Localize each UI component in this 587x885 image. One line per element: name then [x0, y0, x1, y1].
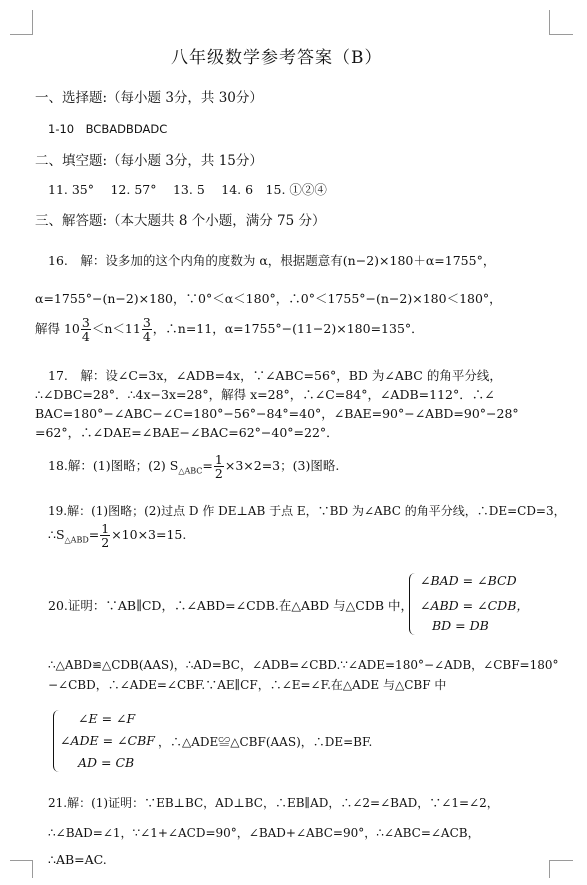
- crop-mark-top-right-v: [549, 10, 550, 34]
- q16-line3-mid: ＜n＜11: [91, 321, 141, 336]
- choice-answers: 1-10 BCBADBDADC: [48, 122, 168, 136]
- q19-line2: $\therefore S_{\triangle ABD}=$ $\frac{1}{2}$ ×10×3=15.: [48, 521, 187, 550]
- q17-line2: ∴∠DBC=28°．∴4x−3x=28°，解得 x=28°，∴∠C=84°，∠ADB=112°．∴∠: [35, 387, 495, 402]
- q21-line3: ∴AB=AC.: [48, 852, 107, 867]
- fill-answers: 11. 35° 12. 57° 13. 5 14. 6 15. ①②④: [48, 182, 327, 197]
- crop-mark-top-left-v: [32, 10, 33, 34]
- q20-sys1-eq1: ∠BAD = ∠BCD: [420, 573, 517, 588]
- crop-mark-top-right-h: [549, 34, 573, 35]
- q16-line3-post: ，∴n=11，α=1755°−(11−2)×180=135°．: [152, 321, 424, 336]
- q18-frac: $\frac{1}{2}$: [214, 452, 223, 481]
- q16-line3-pre: 解得 10: [35, 321, 80, 336]
- q18-line: 18.解：(1)图略；(2) $S_{\triangle ABC}=$ $\frac{1}{2}$ ×3×2=3；(3)图略.: [48, 452, 340, 481]
- q20-system1-brace: [409, 573, 416, 635]
- solve-heading: 三、解答题:（本大题共 8 个小题，满分 75 分）: [35, 213, 326, 229]
- q17-line4: =62°，∴∠DAE=∠BAE−∠BAC=62°−40°=22°．: [35, 425, 339, 440]
- q19-subscript: △ABD: [64, 535, 89, 545]
- q20-sys2-eq1: ∠E = ∠F: [78, 711, 136, 726]
- q20-sys2-eq3: AD = CB: [78, 755, 135, 770]
- q20-line2: ∴△ABD≌△CDB(AAS)，∴AD=BC，∠ADB=∠CBD.∵∠ADE=180°−∠ADB，∠CBF=180°: [48, 658, 559, 672]
- q16-line1: 16. 解：设多加的这个内角的度数为 α，根据题意有(n−2)×180＋α=1755°，: [48, 253, 496, 268]
- crop-mark-bottom-left-v: [32, 860, 33, 878]
- page-title: 八年级数学参考答案（B）: [171, 48, 383, 68]
- q16-frac1: $\frac{3}{4}$: [81, 315, 90, 344]
- q20-line3: −∠CBD，∴∠ADE=∠CBF.∵AE∥CF，∴∠E=∠F.在△ADE 与△CBF 中: [48, 678, 447, 692]
- q16-frac2: $\frac{3}{4}$: [142, 315, 151, 344]
- q20-system2-brace: [53, 710, 60, 772]
- q19-frac: $\frac{1}{2}$: [101, 521, 110, 550]
- q21-line2: ∴∠BAD=∠1，∵∠1+∠ACD=90°，∠BAD+∠ABC=90°，∴∠ABC=∠ACB，: [48, 826, 480, 840]
- crop-mark-bottom-left-h: [10, 860, 33, 861]
- q17-line3: BAC=180°−∠ABC−∠C=180°−56°−84°=40°，∠BAE=90°−∠ABD=90°−28°: [35, 406, 519, 421]
- q20-sys2-post: ，∴△ADE≌△CBF(AAS)，∴DE=BF.: [158, 735, 373, 749]
- fill-heading: 二、填空题:（每小题 3分，共 15分）: [35, 153, 263, 169]
- q18-subscript: △ABC: [178, 466, 203, 476]
- q20-line1: 20.证明：∵AB∥CD，∴∠ABD=∠CDB.在△ABD 与△CDB 中，: [48, 598, 414, 613]
- q20-sys1-eq3: BD = DB: [432, 618, 489, 633]
- q16-line3: [35, 316, 424, 343]
- q17-line1: 17. 解：设∠C=3x，∠ADB=4x，∵∠ABC=56°，BD 为∠ABC 的角平分线，: [48, 368, 502, 383]
- q20-sys1-eq2: ∠ABD = ∠CDB，: [420, 598, 529, 613]
- crop-mark-bottom-right-h: [549, 860, 573, 861]
- q21-line1: 21.解：(1)证明：∵EB⊥BC，AD⊥BC，∴EB∥AD，∴∠2=∠BAD，∵∠1=∠2，: [48, 796, 499, 810]
- q20-sys2-eq2: ∠ADE = ∠CBF: [60, 733, 155, 748]
- q19-line1: 19.解：(1)图略；(2)过点 D 作 DE⊥AB 于点 E，∵BD 为∠ABC 的角平分线，∴DE=CD=3，: [48, 504, 566, 518]
- choice-heading: 一、选择题:（每小题 3分，共 30分）: [35, 90, 263, 106]
- crop-mark-top-left-h: [10, 34, 33, 35]
- crop-mark-bottom-right-v: [549, 860, 550, 878]
- q16-line2: α=1755°−(n−2)×180，∵0°＜α＜180°，∴0°＜1755°−(n−2)×180＜180°，: [35, 291, 502, 306]
